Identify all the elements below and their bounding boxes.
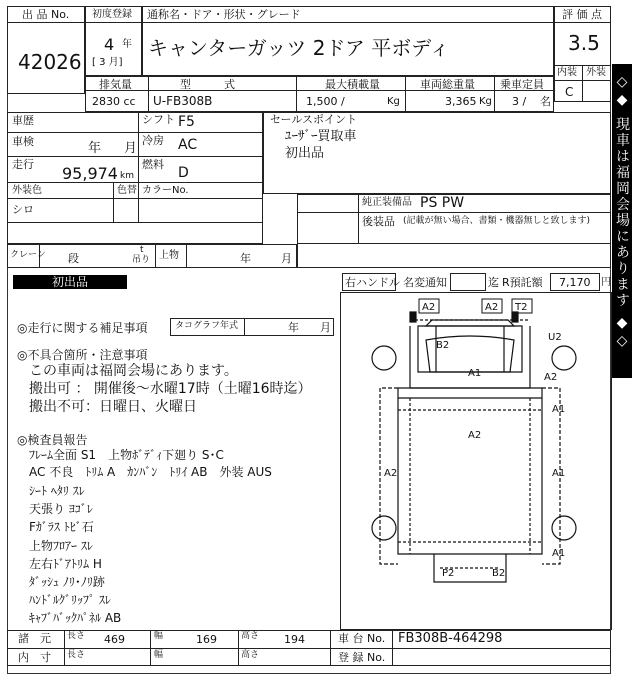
footer-interior-label: 内 寸 xyxy=(18,651,51,664)
gross-weight-unit: Kg xyxy=(479,96,492,107)
r-cert-value: 7,170 xyxy=(559,276,591,289)
sales-point-line2: 初出品 xyxy=(285,146,325,161)
mark-b2-bottom: B2 xyxy=(492,568,506,579)
inspector-line-1: ﾌﾚｰﾑ全面 S1 上物ﾎﾞﾃﾞｨ下廻り S･C xyxy=(29,448,224,462)
mileage-value: 95,974 xyxy=(62,164,118,183)
lift-year: 年 xyxy=(240,252,251,265)
first-reg-label: 初度登録 xyxy=(92,9,132,20)
truck-diagram xyxy=(340,292,612,630)
lot-label: 出 品 No. xyxy=(22,8,70,21)
inspection-year: 年 xyxy=(88,141,102,156)
inspector-line-2: AC 不良 ﾄﾘﾑ A ｶﾝﾊﾞﾝ ﾄﾘｲ AB 外装 AUS xyxy=(29,465,272,479)
chassis-number: FB308B-464298 xyxy=(398,631,503,646)
max-load-value: 1,500 / xyxy=(306,95,345,108)
mileage-unit: km xyxy=(120,171,134,181)
tacho-month: 月 xyxy=(320,321,331,334)
chassis-label: 車 台 No. xyxy=(338,632,386,645)
aftermarket-label: 後装品 xyxy=(362,215,395,228)
mileage-fix: 迄 xyxy=(488,276,499,289)
inspector-line-5: Fｶﾞﾗｽ ﾄﾋﾞ石 xyxy=(29,520,94,534)
mark-u2: U2 xyxy=(548,332,562,343)
fuel-label: 燃料 xyxy=(142,158,164,171)
grade-label: 評 価 点 xyxy=(562,8,602,21)
car-name-label: 通称名・ドア・形状・グレード xyxy=(147,8,301,21)
side-banner-text: ◇◆ 現車は福岡会場にあります ◆◇ xyxy=(614,74,630,351)
r-cert-unit: 円 xyxy=(601,277,611,288)
model-label: 型 式 xyxy=(180,78,235,91)
defect-line-1: この車両は福岡会場にあります。 xyxy=(29,363,238,379)
mark-a2-right-cab: A2 xyxy=(544,372,558,383)
footer-length: 469 xyxy=(104,633,125,646)
footer-height-label-2: 高さ xyxy=(241,650,260,660)
defect-line-3: 搬出不可：日曜日、火曜日 xyxy=(29,399,197,415)
r-cert-label: R預託額 xyxy=(502,276,543,289)
mark-a1-right: A1 xyxy=(552,404,566,415)
inspector-line-4: 天張り ﾖｺﾞﾚ xyxy=(29,502,93,516)
footer-height-label: 高さ xyxy=(241,631,260,641)
driving-notes-label: ◎走行に関する補足事項 xyxy=(17,321,148,335)
first-reg-year: 4 xyxy=(104,35,115,54)
first-listing-badge: 初出品 xyxy=(13,275,127,289)
ac-label: 冷房 xyxy=(142,134,164,147)
gross-weight-label: 車両総重量 xyxy=(420,78,475,91)
interior-grade: C xyxy=(565,85,574,99)
shift-value: F5 xyxy=(178,114,195,130)
tacho-label: タコグラフ年式 xyxy=(175,321,239,331)
displacement-label: 排気量 xyxy=(99,78,132,91)
inspection-label: 車検 xyxy=(12,135,34,148)
crane-label: クレーン xyxy=(10,250,46,260)
equipment-value: PS PW xyxy=(420,195,465,211)
crane-row xyxy=(7,244,297,268)
first-reg-month: [ 3 月] xyxy=(92,57,123,68)
crane-stage: 段 xyxy=(68,252,79,265)
color-no-label: カラーNo. xyxy=(142,185,189,196)
ac-value: AC xyxy=(178,137,198,153)
footer-length-label: 長さ xyxy=(67,631,86,641)
gross-weight-value: 3,365 xyxy=(445,95,477,108)
inspection-month: 月 xyxy=(124,141,138,156)
capacity-value: 3 / xyxy=(512,95,527,108)
exterior-grade-label: 外装 xyxy=(586,67,606,78)
lift-label: 上物 xyxy=(159,250,179,261)
mark-a2-left: A2 xyxy=(384,468,398,479)
footer-height: 194 xyxy=(284,633,305,646)
overall-grade: 3.5 xyxy=(568,31,600,55)
ext-color-value: シロ xyxy=(12,203,34,216)
mark-p2: P2 xyxy=(442,568,455,579)
color-change-label: 色替 xyxy=(117,185,137,196)
inspector-line-7: 左右ﾄﾞｱﾄﾘﾑ H xyxy=(29,557,102,571)
footer-specs-label: 諸 元 xyxy=(18,632,51,645)
lot-number: 42026 xyxy=(18,50,82,74)
footer-width: 169 xyxy=(196,633,217,646)
mark-a1-right-low: A1 xyxy=(552,468,566,479)
sales-points-label: セールスポイント xyxy=(270,113,358,126)
side-banner xyxy=(612,64,632,378)
mark-a1-cab: A1 xyxy=(468,368,482,379)
mark-top-t2: T2 xyxy=(515,302,528,313)
equipment-label: 純正装備品 xyxy=(362,197,412,208)
inspector-line-8: ﾀﾞｯｼｭ ﾉﾘ･ﾉﾘ跡 xyxy=(29,575,105,589)
inspector-label: ◎検査員報告 xyxy=(17,433,88,447)
history-label: 車歴 xyxy=(12,114,34,127)
tacho-year: 年 xyxy=(288,321,299,334)
fuel-value: D xyxy=(178,165,189,181)
mark-top-a2-right: A2 xyxy=(485,302,499,313)
crane-lift: 吊り xyxy=(132,255,151,265)
rhd-label: 右ハンドル xyxy=(345,276,400,289)
aftermarket-note: (記載が無い場合、書類・機器無しと致します) xyxy=(403,216,591,226)
footer-length-label-2: 長さ xyxy=(67,650,86,660)
name-change-label: 名変通知 xyxy=(403,276,447,289)
model-value: U-FB308B xyxy=(153,94,213,108)
max-load-label: 最大積載量 xyxy=(325,78,380,91)
mark-b2-top: B2 xyxy=(436,340,450,351)
max-load-unit: Kg xyxy=(387,96,400,107)
lift-month: 月 xyxy=(281,252,292,265)
displacement-value: 2830 cc xyxy=(92,95,136,108)
mileage-label: 走行 xyxy=(12,158,34,171)
name-change-value xyxy=(450,273,486,291)
defect-line-2: 搬出可 ： 開催後～水曜17時（土曜16時迄） xyxy=(29,381,312,397)
interior-grade-label: 内装 xyxy=(557,67,577,78)
inspector-line-3: ｼｰﾄ ﾍﾀﾘ ｽﾚ xyxy=(29,484,85,498)
mark-a1-right-bottom: A1 xyxy=(552,548,566,559)
mark-a2-center: A2 xyxy=(468,430,482,441)
footer-width-label-2: 幅 xyxy=(154,650,164,660)
footer-width-label: 幅 xyxy=(154,631,164,641)
defects-label: ◎不具合箇所・注意事項 xyxy=(17,348,148,362)
inspector-line-10: ｷｬﾌﾞﾊﾞｯｸﾊﾟﾈﾙ AB xyxy=(29,611,122,625)
mark-top-a2-left: A2 xyxy=(422,302,436,313)
first-reg-year-unit: 年 xyxy=(122,39,132,50)
capacity-label: 乗車定員 xyxy=(500,78,544,91)
registration-label: 登 録 No. xyxy=(338,651,386,664)
shift-label: シフト xyxy=(142,113,175,126)
sales-point-line1: ﾕｰｻﾞｰ買取車 xyxy=(285,129,357,144)
capacity-unit: 名 xyxy=(540,95,551,108)
car-name: キャンターガッツ 2ドア 平ボディ xyxy=(148,36,450,60)
crane-ton: t xyxy=(140,245,144,255)
inspector-line-9: ﾊﾝﾄﾞﾙｸﾞﾘｯﾌﾟ ｽﾚ xyxy=(29,593,111,607)
ext-color-label: 外装色 xyxy=(12,185,42,196)
inspector-line-6: 上物ﾌﾛｱｰ ｽﾚ xyxy=(29,539,93,553)
